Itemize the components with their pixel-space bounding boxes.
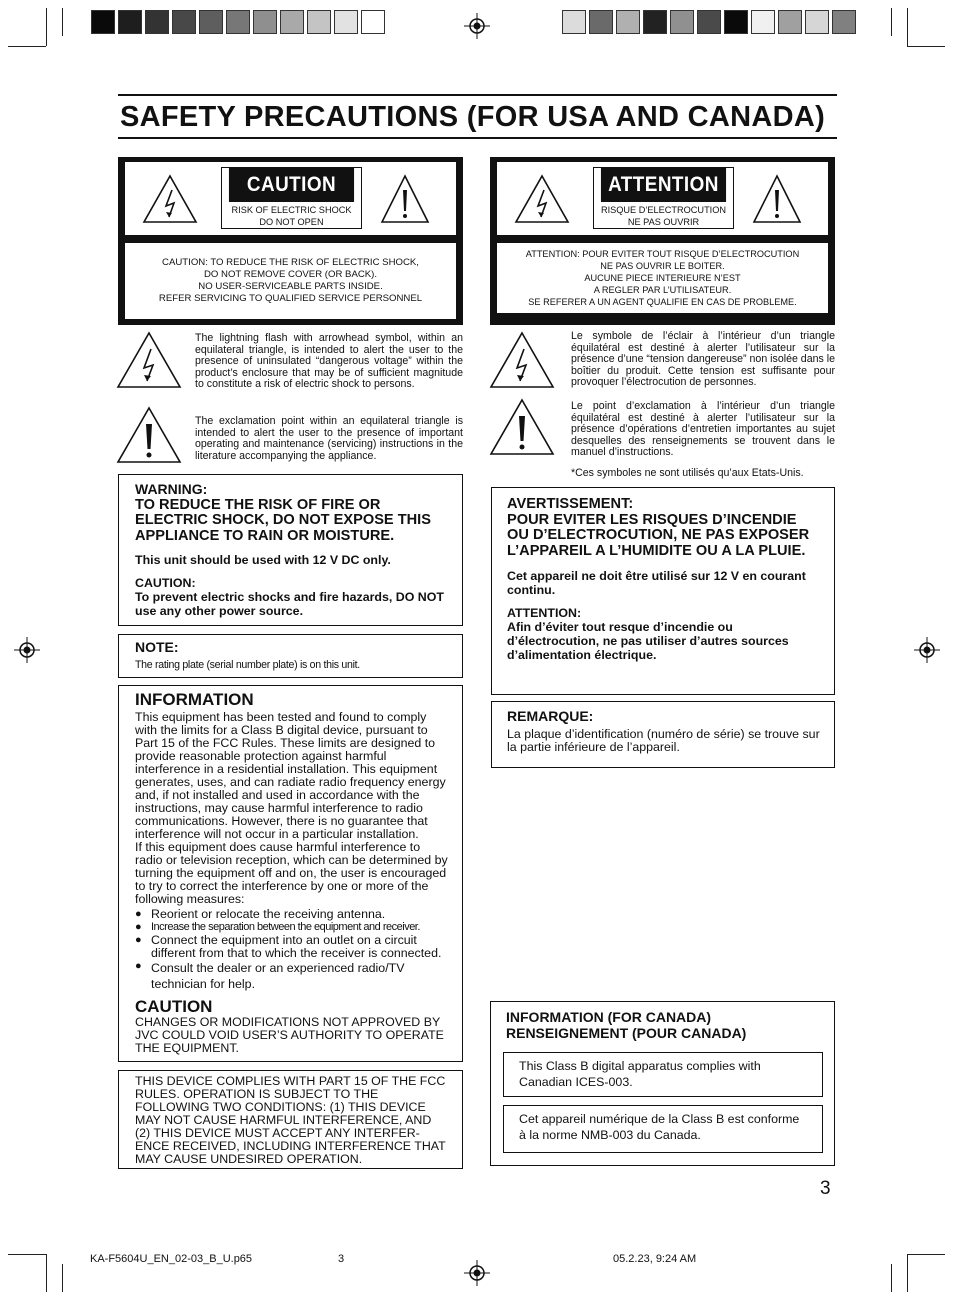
- registration-mark-icon: [14, 637, 40, 663]
- warning-heading: POUR EVITER LES RISQUES D’INCENDIE OU D’ELECTROCUTION, NE PAS EXPOSER L’APPAREIL A L’HUMIDITE OU A LA PLUIE.: [507, 511, 810, 559]
- caution-text: To prevent electric shocks and fire hazards, DO NOT use any other power source.: [135, 590, 444, 619]
- lightning-explanation-fr: Le symbole de l’éclair à l’intérieur d’un triangle équilatéral est destiné à alerter l’utilisateur sur la présence d’une “tension dangereuse” non isolée dans le boîtier du produit. Cette tension est suffisante pour provoquer l’électrocution de personnes.: [571, 330, 835, 389]
- exclamation-triangle-icon: [380, 174, 430, 224]
- exclamation-explanation-en: The exclamation point within an equilateral triangle is intended to alert the user to the presence of important operating and maintenance (servicing) instructions in the literature accompanying the appliance.: [195, 415, 463, 462]
- information-label: INFORMATION: [135, 690, 254, 709]
- page-title: SAFETY PRECAUTIONS (FOR USA AND CANADA): [118, 94, 837, 139]
- caution-badge-line1: RISK OF ELECTRIC SHOCK: [231, 205, 352, 215]
- caution-line: DO NOT REMOVE COVER (OR BACK).: [203, 269, 378, 280]
- color-swatch: [199, 10, 223, 34]
- caution-line: NO USER-SERVICEABLE PARTS INSIDE.: [198, 281, 383, 292]
- warning-label: WARNING:: [135, 481, 208, 497]
- color-swatch: [253, 10, 277, 34]
- caution-panel-text: [125, 243, 456, 319]
- canada-text: This Class B digital apparatus complies with Canadian ICES-003.: [519, 1059, 761, 1089]
- attention-panel: [490, 157, 835, 325]
- lightning-triangle-icon: [116, 331, 182, 389]
- fcc-part15-text: THIS DEVICE COMPLIES WITH PART 15 OF THE FCC RULES. OPERATION IS SUBJECT TO THE FOLLOWING TWO CONDITIONS: (1) THIS DEVICE MAY NOT CAUSE HARMFUL INTERFERENCE, AND (2) THIS DEVICE MUST ACCEPT ANY INTERFER-ENCE RECEIVED, INCLUDING INTERFERENCE THAT MAY CAUSE UNDESIRED OPERATION.: [135, 1074, 446, 1166]
- color-swatch: [670, 10, 694, 34]
- page-number: 3: [820, 1178, 831, 1199]
- list-item: ● Increase the separation between the equipment and receiver.: [135, 921, 420, 933]
- information-paragraph: If this equipment does cause harmful interference to radio or television reception, which can be determined by turning the equipment off and on, the user is encouraged to try to correct the interference by one or more of the following measures:: [135, 840, 448, 906]
- warning-box-en: [118, 474, 463, 626]
- color-swatch: [832, 10, 856, 34]
- color-swatch: [589, 10, 613, 34]
- color-swatch: [172, 10, 196, 34]
- symbols-footnote: *Ces symboles ne sont utilisés qu’aux Etats-Unis.: [571, 467, 804, 479]
- footer-file: KA-F5604U_EN_02-03_B_U.p65: [90, 1253, 253, 1265]
- caution-heading: CAUTION: [135, 997, 213, 1016]
- note-label: REMARQUE:: [507, 708, 594, 724]
- warning-label: AVERTISSEMENT:: [507, 496, 634, 512]
- note-text: La plaque d’identification (numéro de série) se trouve sur la partie inférieure de l’appareil.: [507, 726, 820, 754]
- lightning-triangle-icon: [489, 331, 555, 389]
- note-label: NOTE:: [135, 639, 179, 655]
- canada-statement-en: [503, 1052, 823, 1097]
- color-swatch: [145, 10, 169, 34]
- list-item: ● Consult the dealer or an experienced radio/TV technician for help.: [135, 960, 405, 991]
- exclamation-triangle-icon: [752, 174, 802, 224]
- color-swatch: [778, 10, 802, 34]
- canada-statement-fr: [503, 1105, 823, 1153]
- registration-mark-icon: [914, 637, 940, 663]
- color-swatch: [280, 10, 304, 34]
- list-item: ● Connect the equipment into an outlet on a circuit different from that to which the receiver is connected.: [135, 933, 442, 960]
- information-paragraph: This equipment has been tested and found to comply with the limits for a Class B digital device, pursuant to Part 15 of the FCC Rules. These limits are designed to provide reasonable protection against harmful interference in a residential installation. This equipment generates, uses, and can radiate radio frequency energy and, if not installed and used in accordance with the instructions, may cause harmful interference to radio communications. However, there is no guarantee that interference will not occur in a particular installation.: [135, 710, 446, 841]
- note-box-fr: [491, 701, 835, 768]
- canada-heading-en: INFORMATION (FOR CANADA): [506, 1009, 712, 1025]
- canada-text: Cet appareil numérique de la Class B est conforme à la norme NMB-003 du Canada.: [519, 1112, 800, 1142]
- color-swatch: [751, 10, 775, 34]
- color-swatch: [361, 10, 385, 34]
- caution-text: CHANGES OR MODIFICATIONS NOT APPROVED BY JVC COULD VOID USER’S AUTHORITY TO OPERATE THE EQUIPMENT.: [135, 1015, 444, 1055]
- attention-line: A REGLER PAR L’UTILISATEUR.: [593, 285, 732, 295]
- footer-page: 3: [338, 1253, 345, 1265]
- attention-badge: [593, 167, 734, 229]
- color-swatch: [724, 10, 748, 34]
- color-swatch: [91, 10, 115, 34]
- note-box-en: [118, 634, 463, 678]
- exclamation-explanation-fr: Le point d’exclamation à l’intérieur d’un triangle équilatéral est destiné à alerter l’utilisateur sur la présence d’opérations d’entretien importantes au sujet desquelles des renseignements se trouvent dans le manuel d’instructions.: [571, 400, 835, 459]
- caution-text: Afin d’éviter tout resque d’incendie ou d’électrocution, ne pas utiliser d’autres sources d’alimentation électrique.: [507, 620, 789, 663]
- registration-mark-icon: [464, 13, 490, 39]
- color-swatch: [616, 10, 640, 34]
- fcc-part15-box: [118, 1070, 463, 1169]
- warning-heading: TO REDUCE THE RISK OF FIRE OR ELECTRIC SHOCK, DO NOT EXPOSE THIS APPLIANCE TO RAIN OR MOISTURE.: [135, 496, 431, 544]
- color-swatch: [307, 10, 331, 34]
- footer-date: 05.2.23, 9:24 AM: [613, 1253, 697, 1265]
- note-text: The rating plate (serial number plate) is on this unit.: [135, 658, 360, 671]
- color-swatch: [118, 10, 142, 34]
- color-swatch: [334, 10, 358, 34]
- color-swatch: [562, 10, 586, 34]
- attention-badge-line2: NE PAS OUVRIR: [627, 217, 700, 227]
- lightning-triangle-icon: [514, 174, 570, 224]
- attention-badge-title: ATTENTION: [601, 168, 726, 202]
- list-item: ● Reorient or relocate the receiving antenna.: [135, 907, 386, 921]
- canada-heading-fr: RENSEIGNEMENT (POUR CANADA): [506, 1025, 747, 1041]
- caution-panel: [118, 157, 463, 325]
- information-box: [118, 685, 463, 1062]
- caution-badge-line2: DO NOT OPEN: [259, 217, 324, 227]
- color-swatch: [226, 10, 250, 34]
- attention-line: ATTENTION: POUR EVITER TOUT RISQUE D’ELECTROCUTION: [525, 249, 800, 259]
- attention-badge-line1: RISQUE D’ELECTROCUTION: [600, 205, 727, 215]
- dc-requirement: Cet appareil ne doit être utilisé sur 12 V en courant continu.: [507, 569, 806, 598]
- attention-line: SE REFERER A UN AGENT QUALIFIE EN CAS DE PROBLEME.: [528, 297, 797, 307]
- warning-box-fr: [491, 487, 835, 695]
- attention-line: NE PAS OUVRIR LE BOITER.: [600, 261, 725, 271]
- attention-panel-text: [497, 243, 828, 313]
- canada-box: [490, 1001, 835, 1166]
- registration-mark-icon: [464, 1260, 490, 1286]
- dc-requirement: This unit should be used with 12 V DC only.: [135, 553, 391, 568]
- caution-line: REFER SERVICING TO QUALIFIED SERVICE PERSONNEL: [158, 293, 423, 304]
- caution-badge-title: CAUTION: [229, 168, 354, 202]
- caution-label: CAUTION:: [135, 576, 196, 591]
- exclamation-triangle-icon: [116, 406, 182, 464]
- lightning-triangle-icon: [142, 174, 198, 224]
- caution-badge: [221, 167, 362, 229]
- color-swatch: [697, 10, 721, 34]
- caution-label: ATTENTION:: [507, 606, 582, 621]
- color-swatch: [643, 10, 667, 34]
- caution-line: CAUTION: TO REDUCE THE RISK OF ELECTRIC SHOCK,: [162, 257, 419, 268]
- color-swatch: [805, 10, 829, 34]
- attention-line: AUCUNE PIECE INTERIEURE N’EST: [584, 273, 741, 283]
- lightning-explanation-en: The lightning flash with arrowhead symbol, within an equilateral triangle, is intended to alert the user to the presence of uninsulated “dangerous voltage” within the product’s enclosure that may be of sufficient magnitude to constitute a risk of electric shock to persons.: [195, 332, 463, 391]
- exclamation-triangle-icon: [489, 398, 555, 456]
